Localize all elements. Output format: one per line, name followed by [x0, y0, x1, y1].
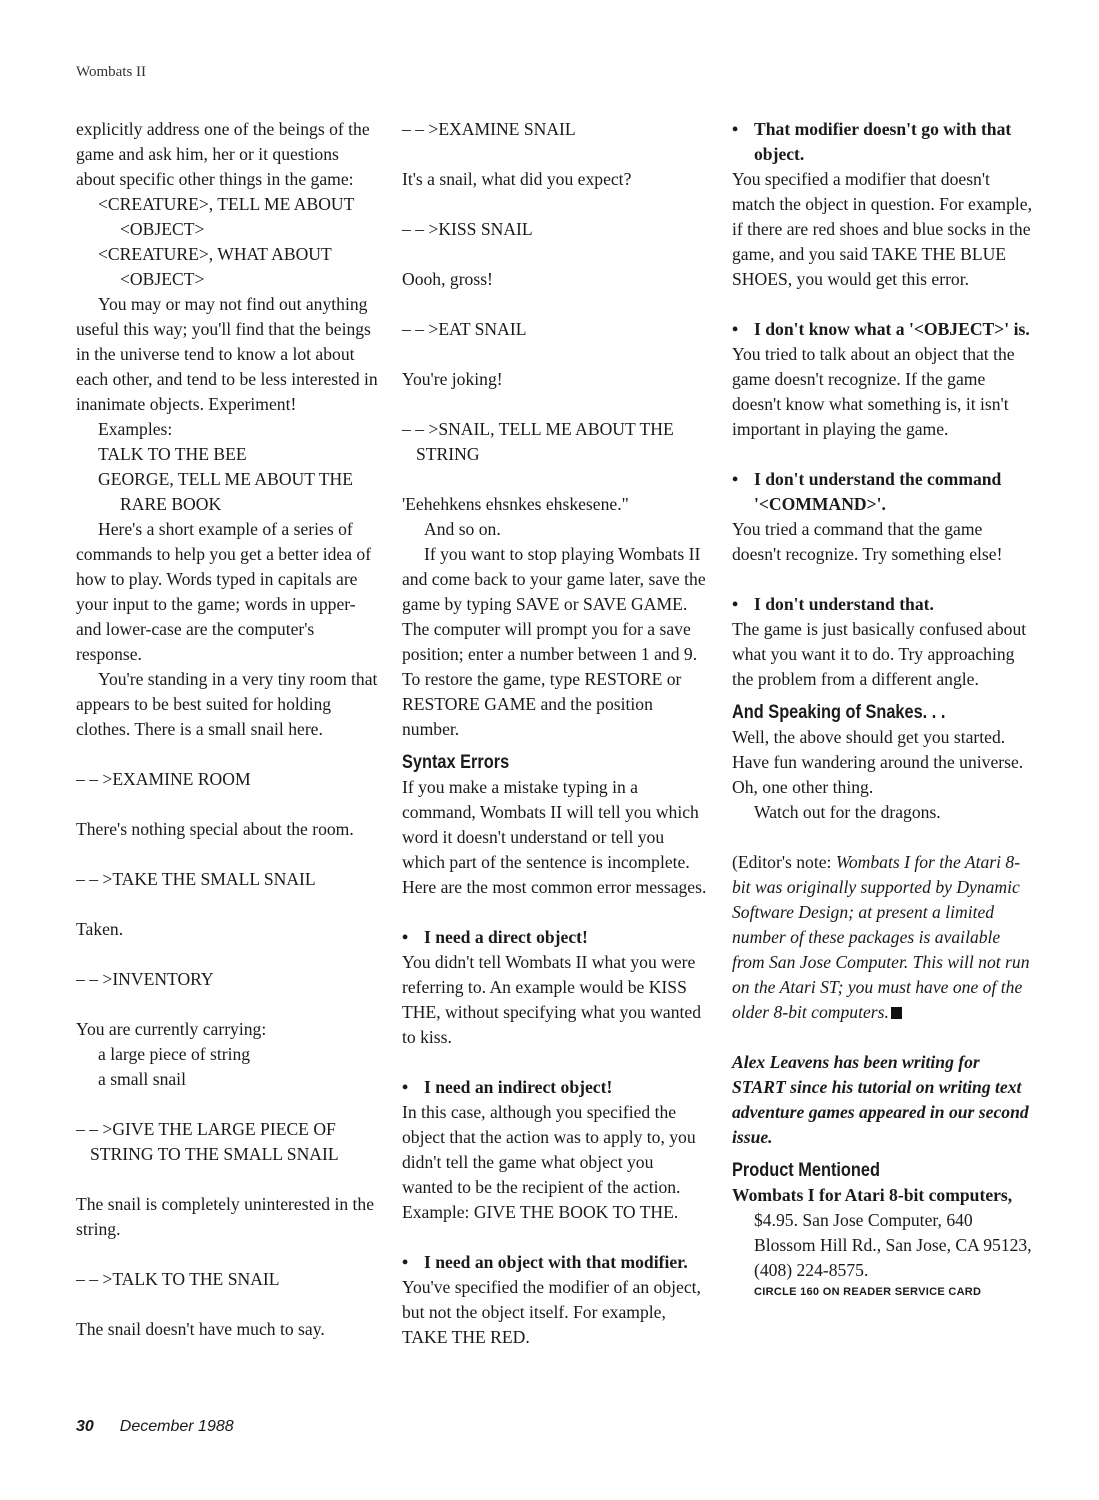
error-message: • I need an object with that modifier.: [402, 1250, 708, 1275]
paragraph: You may or may not find out anything useful this way; you'll find that the beings in the universe tend to know a lot about each other, and tend to be less interested in inanimate objects. Experiment!: [76, 294, 378, 414]
command-syntax: <OBJECT>: [120, 269, 205, 289]
error-explanation: You tried a command that the game doesn't recognize. Try something else!: [732, 519, 1003, 564]
running-head: Wombats II: [76, 64, 147, 80]
command-syntax: <OBJECT>: [120, 219, 205, 239]
error-explanation: You didn't tell Wombats II what you were referring to. An example would be KISS THE, without specifying what you wanted to kiss.: [402, 952, 702, 1047]
bullet-icon: •: [732, 319, 739, 339]
product-info: $4.95. San Jose Computer, 640 Blossom Hill Rd., San Jose, CA 95123, (408) 224-8575.: [754, 1210, 1032, 1280]
bullet-icon: •: [402, 1252, 409, 1272]
game-response: 'Eehehkens ehsnkes ehskesene.": [402, 494, 629, 514]
bullet-icon: •: [402, 927, 409, 947]
paragraph: You're standing in a very tiny room that appears to be best suited for holding clothes. There is a small snail here.: [76, 669, 378, 739]
game-command: – – >EXAMINE ROOM: [76, 769, 251, 789]
error-message: • That modifier doesn't go with that object.: [732, 119, 1012, 164]
game-response: Taken.: [76, 919, 124, 939]
error-explanation: You tried to talk about an object that the game doesn't recognize. If the game doesn't know what something is, it isn't important in playing the game.: [732, 344, 1015, 439]
paragraph: Watch out for the dragons.: [754, 802, 941, 822]
game-command: – – >EXAMINE SNAIL: [402, 119, 576, 139]
paragraph: Well, the above should get you started. Have fun wandering around the universe. Oh, one other thing.: [732, 727, 1024, 797]
bullet-icon: •: [732, 469, 739, 489]
paragraph: If you want to stop playing Wombats II and come back to your game later, save the game by typing SAVE or SAVE GAME. The computer will prompt you for a save position; enter a number between 1 and 9. To restore the game, type RESTORE or RESTORE GAME and the position number.: [402, 544, 706, 739]
game-response: There's nothing special about the room.: [76, 819, 354, 839]
section-heading: Product Mentioned: [732, 1160, 880, 1181]
page-folio: [76, 1418, 234, 1436]
column-2: [402, 117, 708, 1350]
game-response: You are currently carrying:: [76, 1019, 267, 1039]
inventory-item: a small snail: [98, 1069, 186, 1089]
bullet-icon: •: [732, 119, 739, 139]
column-1: [76, 117, 382, 1342]
page-number: 30: [76, 1418, 94, 1435]
game-response: Oooh, gross!: [402, 269, 493, 289]
error-message: • I don't understand the command '<COMMAND>'.: [732, 469, 1002, 514]
reader-service-note: CIRCLE 160 ON READER SERVICE CARD: [754, 1286, 982, 1298]
error-explanation: The game is just basically confused about what you want it to do. Try approaching the problem from a different angle.: [732, 619, 1027, 689]
section-heading: And Speaking of Snakes. . .: [732, 702, 946, 723]
bullet-icon: •: [732, 594, 739, 614]
error-message: • I need a direct object!: [402, 925, 708, 950]
author-bio: Alex Leavens has been writing for START since his tutorial on writing text adventure games appeared in our second issue.: [732, 1052, 1029, 1147]
error-explanation: In this case, although you specified the object that the action was to apply to, you didn't tell the game what object you wanted to be the recipient of the action. Example: GIVE THE BOOK TO THE.: [402, 1102, 696, 1222]
example-command: GEORGE, TELL ME ABOUT THE: [98, 469, 353, 489]
game-command: – – >GIVE THE LARGE PIECE OF STRING TO THE SMALL SNAIL: [76, 1119, 339, 1164]
paragraph: If you make a mistake typing in a command, Wombats II will tell you which word it doesn't understand or tell you which part of the sentence is incomplete. Here are the most common error messages.: [402, 777, 707, 897]
game-command: – – >TAKE THE SMALL SNAIL: [76, 869, 316, 889]
game-command: – – >INVENTORY: [76, 969, 214, 989]
command-syntax: <CREATURE>, TELL ME ABOUT: [98, 194, 355, 214]
issue-date: December 1988: [119, 1418, 234, 1435]
error-explanation: You've specified the modifier of an object, but not the object itself. For example, TAKE THE RED.: [402, 1277, 701, 1347]
editors-note: (Editor's note: Wombats I for the Atari 8-bit was originally supported by Dynamic Software Design; at present a limited number of these packages is available from San Jose Computer. This will not run on the Atari ST; you must have one of the older 8-bit computers.: [732, 852, 1030, 1022]
paragraph: Here's a short example of a series of commands to help you get a better idea of how to play. Words typed in capitals are your input to the game; words in upper- and lower-case are the computer's response.: [76, 519, 372, 664]
examples-label: Examples:: [98, 419, 173, 439]
game-command: – – >TALK TO THE SNAIL: [76, 1269, 280, 1289]
game-response: It's a snail, what did you expect?: [402, 169, 632, 189]
example-command: RARE BOOK: [120, 494, 222, 514]
paragraph: explicitly address one of the beings of the game and ask him, her or it questions about specific other things in the game:: [76, 119, 370, 189]
game-response: The snail doesn't have much to say.: [76, 1319, 325, 1339]
paragraph: And so on.: [424, 519, 501, 539]
bullet-icon: •: [402, 1077, 409, 1097]
end-mark-icon: [891, 1007, 902, 1019]
error-message: • I don't know what a '<OBJECT>' is.: [732, 317, 1032, 342]
example-command: TALK TO THE BEE: [98, 444, 247, 464]
game-response: The snail is completely uninterested in the string.: [76, 1194, 375, 1239]
column-3: [732, 117, 1032, 1301]
game-command: – – >EAT SNAIL: [402, 319, 527, 339]
game-command: – – >KISS SNAIL: [402, 219, 533, 239]
product-name: Wombats I for Atari 8-bit computers,: [732, 1185, 1013, 1205]
command-syntax: <CREATURE>, WHAT ABOUT: [98, 244, 332, 264]
game-command: – – >SNAIL, TELL ME ABOUT THE STRING: [402, 419, 674, 464]
game-response: You're joking!: [402, 369, 503, 389]
inventory-item: a large piece of string: [98, 1044, 251, 1064]
section-heading: Syntax Errors: [402, 752, 510, 773]
error-explanation: You specified a modifier that doesn't match the object in question. For example, if there are red shoes and blue socks in the game, and you said TAKE THE BLUE SHOES, you would get this error.: [732, 169, 1032, 289]
error-message: • I need an indirect object!: [402, 1075, 708, 1100]
error-message: • I don't understand that.: [732, 592, 1032, 617]
